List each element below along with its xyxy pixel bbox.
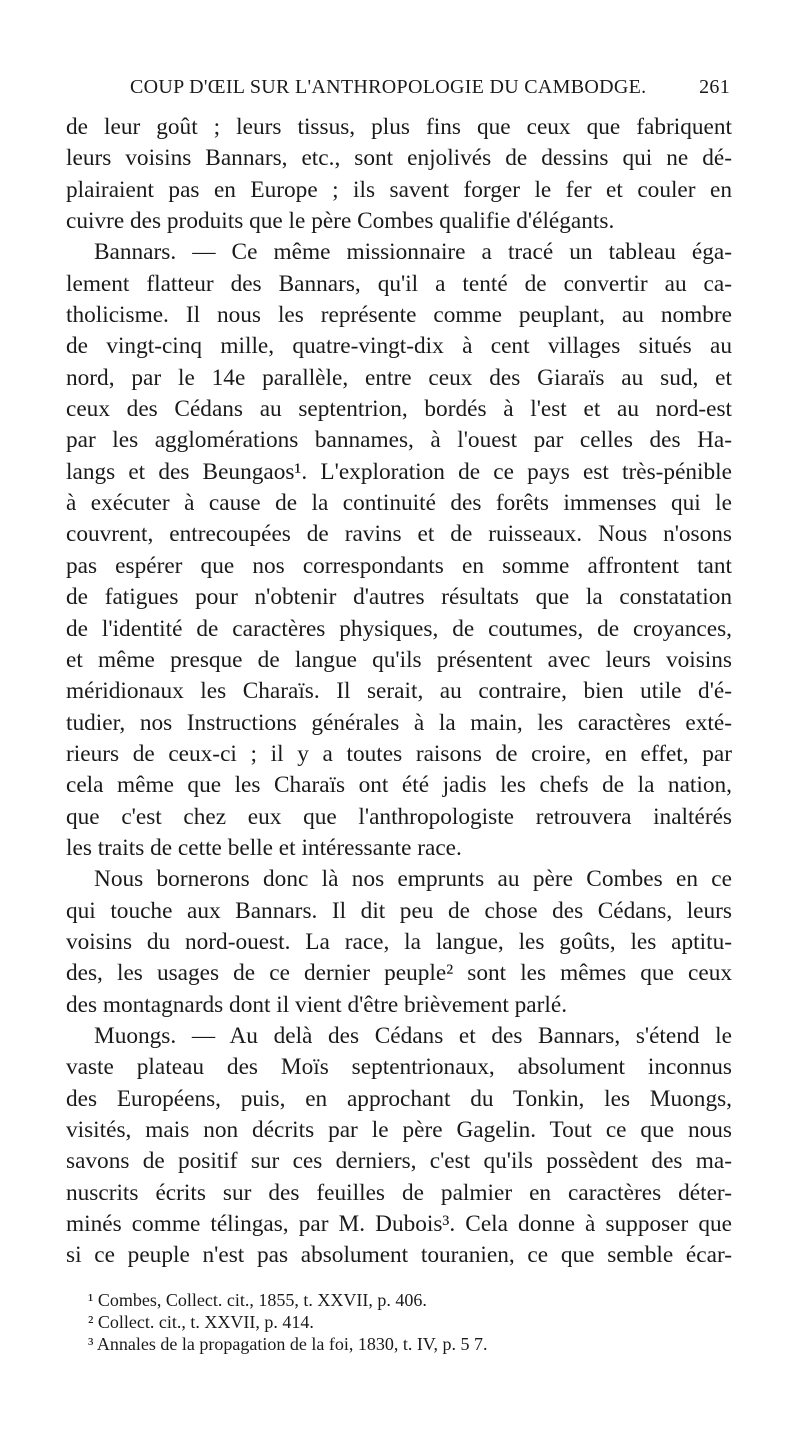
text-line: Bannars. — Ce même missionnaire a tracé un tableau éga- [94, 239, 732, 266]
text-line: savons de positif sur ces derniers, c'est qu'ils possèdent des ma- [66, 1148, 732, 1175]
text-line: minés comme télingas, par M. Dubois³. Cela donne à supposer que [66, 1211, 732, 1238]
text-line: Muongs. — Au delà des Cédans et des Bannars, s'étend le [94, 1022, 732, 1049]
text-line: vaste plateau des Moïs septentrionaux, absolument inconnus [66, 1054, 732, 1081]
text-line: nuscrits écrits sur des feuilles de palmier en caractères déter- [66, 1179, 732, 1206]
text-line: leurs voisins Bannars, etc., sont enjolivés de dessins qui ne dé- [66, 145, 732, 172]
text-line: que c'est chez eux que l'anthropologiste retrouvera inaltérés [66, 803, 732, 830]
text-line: pas espérer que nos correspondants en somme affrontent tant [66, 552, 732, 579]
footnote: ¹ Combes, Collect. cit., 1855, t. XXVII, p. 406. [88, 1290, 427, 1310]
text-line: cela même que les Charaïs ont été jadis les chefs de la nation, [66, 772, 732, 799]
text-line: tudier, nos Instructions générales à la main, les caractères exté- [66, 709, 732, 736]
text-line: par les agglomérations bannames, à l'ouest par celles des Ha- [66, 427, 732, 454]
text-line: des, les usages de ce dernier peuple² sont les mêmes que ceux [66, 960, 732, 987]
text-line: lement flatteur des Bannars, qu'il a tenté de convertir au ca- [66, 270, 732, 297]
text-line: ceux des Cédans au septentrion, bordés à l'est et au nord-est [66, 396, 732, 423]
text-line: visités, mais non décrits par le père Gagelin. Tout ce que nous [66, 1117, 732, 1143]
running-title: COUP D'ŒIL SUR L'ANTHROPOLOGIE DU CAMBODGE. [130, 76, 647, 98]
text-line: de vingt-cinq mille, quatre-vingt-dix à cent villages situés au [66, 333, 732, 360]
text-line: couvrent, entrecoupées de ravins et de ruisseaux. Nous n'osons [66, 521, 732, 548]
text-line: tholicisme. Il nous les représente comme peuplant, au nombre [66, 302, 732, 329]
text-line: à exécuter à cause de la continuité des forêts immenses qui le [66, 490, 732, 517]
footnote: ² Collect. cit., t. XXVII, p. 414. [88, 1312, 314, 1332]
text-line: plairaient pas en Europe ; ils savent forger le fer et couler en [66, 176, 732, 203]
body-text [66, 112, 732, 1272]
text-line: rieurs de ceux-ci ; il y a toutes raisons de croire, en effet, par [66, 740, 732, 767]
text-line: de l'identité de caractères physiques, de coutumes, de croyances, [66, 615, 732, 642]
text-line: qui touche aux Bannars. Il dit peu de chose des Cédans, leurs [66, 897, 732, 924]
text-line: voisins du nord-ouest. La race, la langue, les goûts, les aptitu- [66, 928, 732, 955]
running-header [66, 76, 730, 106]
text-line: des montagnards dont il vient d'être brièvement parlé. [66, 991, 568, 1018]
text-line: si ce peuple n'est pas absolument touranien, ce que semble écar- [66, 1242, 732, 1269]
page-number: 261 [699, 76, 730, 98]
text-line: et même presque de langue qu'ils présentent avec leurs voisins [66, 646, 732, 673]
text-line: méridionaux les Charaïs. Il serait, au contraire, bien utile d'é- [66, 678, 732, 705]
text-line: de leur goût ; leurs tissus, plus fins que ceux que fabriquent [66, 114, 732, 140]
footnotes [88, 1289, 648, 1355]
text-line: de fatigues pour n'obtenir d'autres résultats que la constatation [66, 584, 732, 611]
text-line: les traits de cette belle et intéressante race. [66, 834, 462, 861]
text-line: nord, par le 14e parallèle, entre ceux des Giaraïs au sud, et [66, 364, 732, 391]
text-line: Nous bornerons donc là nos emprunts au père Combes en ce [94, 866, 732, 893]
text-line: langs et des Beungaos¹. L'exploration de ce pays est très-pénible [66, 458, 732, 485]
text-line: des Européens, puis, en approchant du Tonkin, les Muongs, [66, 1085, 732, 1112]
text-line: cuivre des produits que le père Combes qualifie d'élégants. [66, 208, 615, 235]
footnote: ³ Annales de la propagation de la foi, 1830, t. IV, p. 5 7. [88, 1334, 488, 1354]
